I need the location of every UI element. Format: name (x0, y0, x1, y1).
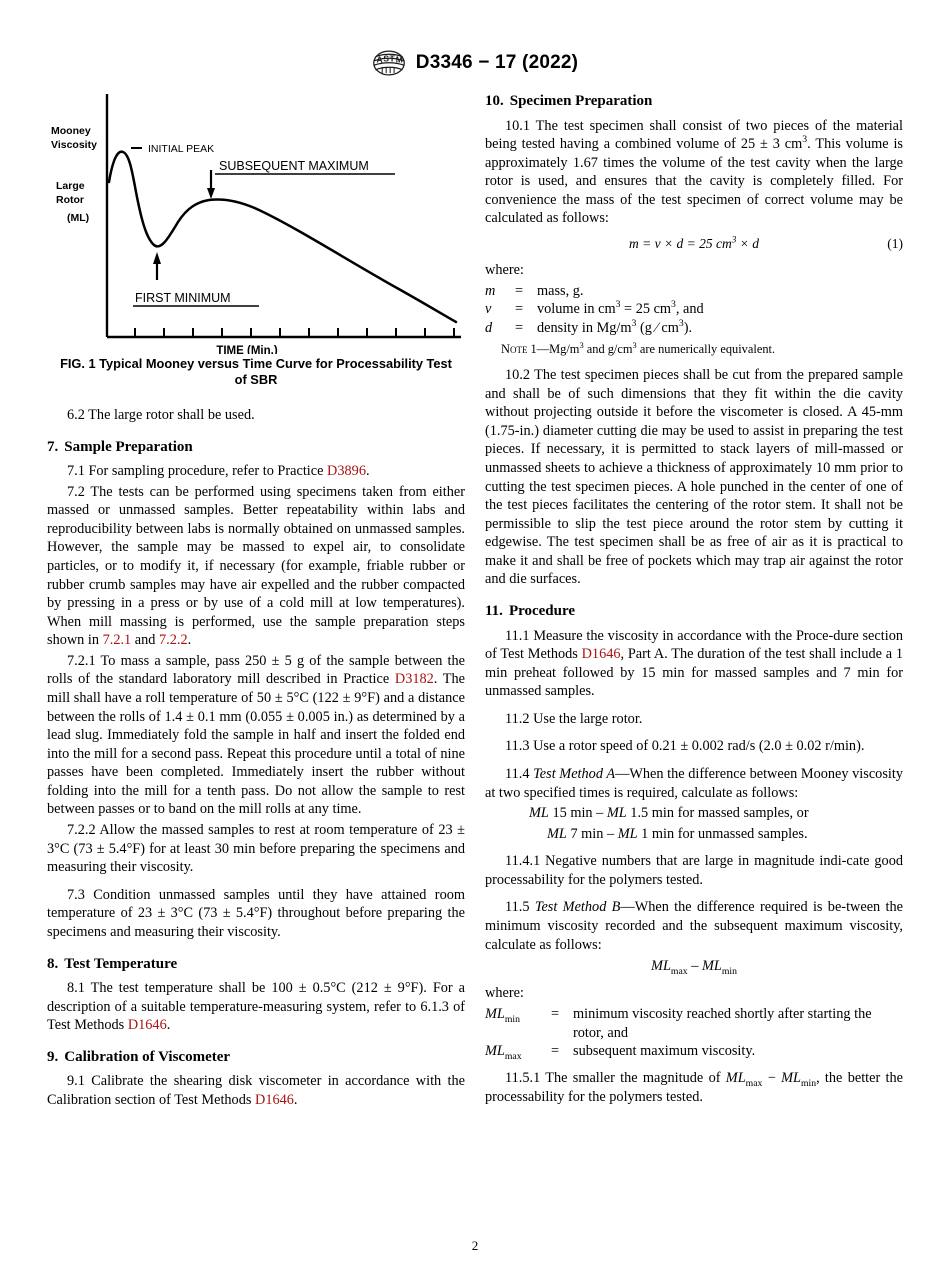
definition-list-equation-1 (485, 282, 903, 337)
section-10-number: 10. (485, 93, 504, 109)
paragraph-10-2: 10.2 The test specimen pieces shall be cut from the prepared sample and shall be of such dimensions that they fit within the die cavity without projecting outside it before the viscometer is closed. A 45-mm (1.75-in.) diameter cutting die may be used to assist in preparing the test pieces. If necessary, it is permitted to stack layers of mill-massed or unmassed sheets to achieve a thickness of approximately 10 mm prior to cutting the test specimen pieces. A hole punched in the center of one of the test pieces facilitates the centering of the rotor stem. It shall not be permissible to slip the test piece around the rotor stem by cutting it edgewise. The test specimen shall be as free of air as it is practical to make it and shall be free of pockets which may trap air against the rotor and die surfaces. (485, 367, 903, 588)
document-designation: D3346 − 17 (2022) (415, 52, 579, 73)
definition-v-c: , and (675, 301, 704, 318)
paragraph-8-1-period: . (166, 1017, 171, 1034)
paragraph-7-2-1 (47, 652, 465, 819)
paragraph-11-4 (485, 765, 903, 802)
definition-mlmin-ml: ML (485, 1006, 505, 1023)
definition-symbol-v: v (485, 301, 492, 318)
paragraph-10-1-sup: 3 (802, 134, 808, 146)
section-heading-9 (47, 1048, 465, 1068)
mooney-curve-svg (47, 92, 465, 354)
formula-11-4-line-2 (485, 825, 903, 844)
paragraph-11-5-1-ml-min: ML (781, 1070, 801, 1087)
formula-11-4-mid-2: 7 min – (566, 825, 618, 842)
paragraph-11-5-1-sub-max: max (745, 1078, 763, 1090)
figure-1-plot (47, 92, 465, 354)
y-axis-label-large: Large (56, 180, 85, 192)
paragraph-9-1 (47, 1072, 465, 1109)
definition-text-mlmax: subsequent maximum viscosity. (573, 1042, 756, 1059)
formula-11-4-ml-1: ML (529, 805, 549, 822)
paragraph-11-3: 11.3 Use a rotor speed of 0.21 ± 0.002 rad/s (2.0 ± 0.02 r/min). (505, 738, 865, 755)
svg-text:A: A (376, 54, 383, 65)
definition-mlmin-sub: min (504, 1014, 520, 1026)
figure-1-caption: FIG. 1 Typical Mooney versus Time Curve for Processability Test of SBR (60, 356, 452, 387)
definition-symbol-d: d (485, 319, 493, 336)
paragraph-9-1-text-a: 9.1 Calibrate the shearing disk viscometer in accordance with the Calibration section of Test Methods (47, 1073, 465, 1108)
paragraph-7-3: 7.3 Condition unmassed samples until they have attained room temperature of 23 ± 3°C (73 ± 5.4°F) throughout before preparing the specimens and measuring their viscosity. (47, 886, 465, 940)
paragraph-11-1-text-a: 11.1 Measure the viscosity in accordance with the Proce-dure section of Test Methods (485, 627, 903, 663)
left-column (47, 92, 465, 1111)
y-axis-label-mooney: Mooney (51, 125, 91, 137)
paragraph-11-5-1-text-a: 11.5.1 The smaller the magnitude of (505, 1070, 726, 1087)
definition-mlmax-ml: ML (485, 1042, 505, 1059)
formula-11-4-tail-2: 1 min for unmassed samples. (637, 825, 808, 842)
paragraph-7-2 (47, 483, 465, 650)
formula-11-5-ml-max: ML (651, 958, 671, 975)
definition-row-d (485, 319, 903, 337)
page-number: 2 (471, 1238, 479, 1253)
paragraph-11-5 (485, 898, 903, 954)
definition-row-mlmax (485, 1042, 903, 1060)
paragraph-7-2-period: . (187, 632, 192, 649)
link-d3182[interactable]: D3182 (394, 671, 434, 688)
paragraph-9-1-period: . (293, 1091, 298, 1108)
definition-v-a: volume in cm (537, 301, 616, 318)
section-heading-7 (47, 438, 465, 458)
section-heading-10 (485, 92, 903, 112)
formula-11-5 (485, 957, 903, 976)
formula-11-5-sub-min: min (721, 966, 737, 978)
section-8-title: Test Temperature (64, 955, 178, 972)
definition-d-b: (g ⁄ cm (636, 319, 679, 336)
formula-11-4-ml-2: ML (606, 805, 627, 822)
formula-11-5-sub-max: max (670, 966, 688, 978)
note-1-label: Note (501, 341, 528, 356)
note-1-text-a: 1—Mg/m (527, 341, 580, 356)
paragraph-7-1-period: . (365, 463, 370, 480)
section-11-number: 11. (485, 603, 503, 620)
definition-row-m (485, 282, 903, 300)
formula-11-4-ml-4: ML (617, 825, 638, 842)
paragraph-7-1-text: 7.1 For sampling procedure, refer to Practice (67, 463, 328, 480)
paragraph-11-4-text: —When the difference between Mooney viscosity at two specified times is required, calculate as follows: (485, 766, 903, 801)
paragraph-11-1-text-b: , Part A. The duration of the test shall include a 1 min preheat followed by 15 min for massed samples and 7 min for unmassed samples. (485, 646, 904, 700)
astm-logo-icon (372, 50, 406, 76)
definition-v-sup1: 3 (615, 299, 621, 311)
equation-1-sup: 3 (731, 234, 737, 245)
definition-text-m: mass, g. (537, 283, 584, 300)
definition-d-sup2: 3 (678, 317, 684, 329)
annotation-subsequent-maximum: SUBSEQUENT MAXIMUM (219, 159, 369, 173)
link-d3896[interactable]: D3896 (327, 463, 366, 480)
note-1 (485, 341, 903, 357)
paragraph-6-2: 6.2 The large rotor shall be used. (67, 406, 255, 423)
equation-1-tail: × d (736, 235, 759, 251)
note-1-sup1: 3 (579, 339, 584, 350)
paragraph-11-5-method-label: Test Method B (534, 899, 621, 916)
definition-equals-d: = (515, 319, 524, 336)
definition-text-mlmin: minimum viscosity reached shortly after starting the rotor, and (573, 1006, 872, 1041)
definition-row-v (485, 300, 903, 318)
paragraph-11-2: 11.2 Use the large rotor. (505, 710, 643, 727)
section-7-title: Sample Preparation (64, 438, 193, 455)
note-1-text-b: and g/cm (583, 341, 633, 356)
section-10-title: Specimen Preparation (509, 93, 653, 109)
formula-11-4-tail-1: 1.5 min for massed samples, or (626, 805, 809, 822)
definition-equals-mlmax: = (551, 1042, 560, 1059)
paragraph-11-4-1: 11.4.1 Negative numbers that are large in magnitude indi-cate good processability for the polymers tested. (485, 853, 903, 888)
section-7-number: 7. (47, 438, 59, 455)
definition-equals-mlmin: = (551, 1006, 560, 1023)
definition-symbol-mlmax (485, 1042, 551, 1060)
y-axis-label-ml: (ML) (67, 212, 90, 224)
section-heading-11 (485, 602, 903, 622)
svg-text:M: M (395, 54, 403, 65)
equation-1 (485, 235, 903, 253)
paragraph-10-1 (485, 117, 903, 228)
right-column (485, 92, 903, 1108)
section-8-number: 8. (47, 955, 59, 972)
svg-text:S: S (383, 53, 389, 64)
paragraph-8-1-text-a: 8.1 The test temperature shall be 100 ± 0.5°C (212 ± 9°F). For a description of a suitable temperature-measuring system, refer to 6.1.3 of Test Methods (47, 980, 465, 1034)
y-axis-label-viscosity: Viscosity (51, 139, 97, 151)
definition-symbol-m: m (485, 283, 496, 300)
definition-v-b: = 25 cm (620, 301, 672, 318)
formula-11-4-mid-1: 15 min – (548, 805, 607, 822)
note-1-sup2: 3 (632, 339, 637, 350)
note-1-text-c: are numerically equivalent. (636, 341, 776, 356)
annotation-initial-peak: INITIAL PEAK (148, 143, 215, 155)
definition-v-sup2: 3 (671, 299, 676, 311)
link-d1646-9-1[interactable]: D1646 (255, 1091, 294, 1108)
paragraph-11-5-number: 11.5 (505, 899, 535, 916)
paragraph-11-5-1-minus: − (762, 1070, 782, 1087)
definition-text-v (537, 300, 903, 318)
section-9-number: 9. (47, 1048, 59, 1065)
paragraph-11-5-text: —When the difference required is be-tween the minimum viscosity recorded and the subsequent maximum viscosity, calculate as follows: (485, 899, 903, 953)
paragraph-11-5-1-ml-max: ML (725, 1070, 746, 1087)
y-axis-label-rotor: Rotor (56, 194, 84, 206)
paragraph-11-4-number: 11.4 (505, 766, 534, 783)
x-axis-label: TIME (Min.) (216, 345, 278, 354)
paragraph-8-1 (47, 979, 465, 1035)
section-heading-8 (47, 955, 465, 975)
paragraph-10-1-text-a: 10.1 The test specimen shall consist of two pieces of the material being tested having a combined volume of 25 ± 3 cm (485, 117, 903, 153)
section-11-title: Procedure (508, 603, 576, 620)
annotation-first-minimum: FIRST MINIMUM (135, 291, 231, 305)
page-header (0, 50, 950, 76)
definition-list-11-5 (485, 1005, 903, 1060)
definition-d-c: ). (683, 319, 693, 336)
formula-11-5-minus: – (687, 958, 702, 975)
link-d1646-11-1[interactable]: D1646 (581, 646, 621, 663)
paragraph-11-1 (485, 627, 903, 701)
formula-11-5-ml-min: ML (701, 958, 722, 975)
paragraph-7-2-2: 7.2.2 Allow the massed samples to rest at room temperature of 23 ± 3°C (73 ± 5.4°F) for at least 30 min before preparing the specimens and measuring their viscosity. (47, 822, 465, 876)
paragraph-7-2-and: and (131, 632, 159, 649)
definition-mlmax-sub: max (504, 1050, 522, 1062)
formula-11-4-ml-3: ML (547, 825, 567, 842)
paragraph-7-1 (47, 462, 465, 481)
paragraph-11-5-1 (485, 1069, 903, 1106)
section-9-title: Calibration of Viscometer (64, 1048, 231, 1065)
definition-equals-v: = (515, 301, 524, 318)
formula-11-4-line-1 (485, 804, 903, 823)
where-label-1: where: (485, 261, 524, 278)
paragraph-7-2-text: 7.2 The tests can be performed using specimens taken from either massed or unmassed samples. Better repeatability within labs and reproducibility between labs is normally obtained on unmassed samples. However, the sample may be massed to expel air, to consolidate particles, or to modify it, if necessary (for example, friable rubber or rubber crumb samples may have air expelled and the rubber compacted by pressing in a press or by use of a cold mill at low temperatures). When mill massing is performed, use the sample preparation steps shown in (47, 483, 465, 649)
equation-1-number: (1) (887, 235, 903, 251)
definition-symbol-mlmin (485, 1005, 551, 1042)
where-label-2: where: (485, 984, 524, 1001)
paragraph-7-2-1-text-a: 7.2.1 To mass a sample, pass 250 ± 5 g of the sample between the rolls of the standard laboratory mill described in Practice (47, 652, 465, 688)
definition-d-a: density in Mg/m (537, 319, 632, 336)
link-d1646-8-1[interactable]: D1646 (127, 1017, 167, 1034)
link-7-2-1[interactable]: 7.2.1 (102, 632, 132, 649)
paragraph-11-4-method-label: Test Method A (533, 766, 616, 783)
figure-1 (47, 92, 465, 388)
definition-d-sup1: 3 (631, 317, 637, 329)
definition-text-d (537, 319, 903, 337)
link-7-2-2[interactable]: 7.2.2 (159, 632, 188, 649)
paragraph-7-2-1-text-b: . The mill shall have a roll temperature of 50 ± 5°C (122 ± 9°F) and a distance between the rolls of 1.4 ± 0.1 mm (0.055 ± 0.005 in.) as determined by a lead slug. Immediately fold the sample in half and insert the folded end into the mill for a second pass. Repeat this procedure until a total of nine passes have been completed. Immediately insert the rubber without folding into the mill for a tenth pass. Do not allow the sample to rest between passes or to band on the mill rolls at any time. (47, 671, 465, 818)
equation-1-body: m = v × d = 25 cm (629, 235, 732, 251)
svg-text:T: T (389, 53, 395, 64)
definition-equals-m: = (515, 283, 524, 300)
paragraph-10-1-text-b: . This volume is approximately 1.67 times the volume of the test cavity when the large rotor is used, and ensures that the cavity is completely filled. For convenience the mass of the test specimen of correct volume may be calculated as follows: (485, 136, 903, 227)
definition-row-mlmin (485, 1005, 903, 1042)
paragraph-11-5-1-text-b: , the better the processability for the polymers tested. (485, 1070, 904, 1105)
paragraph-11-5-1-sub-min: min (800, 1078, 817, 1090)
